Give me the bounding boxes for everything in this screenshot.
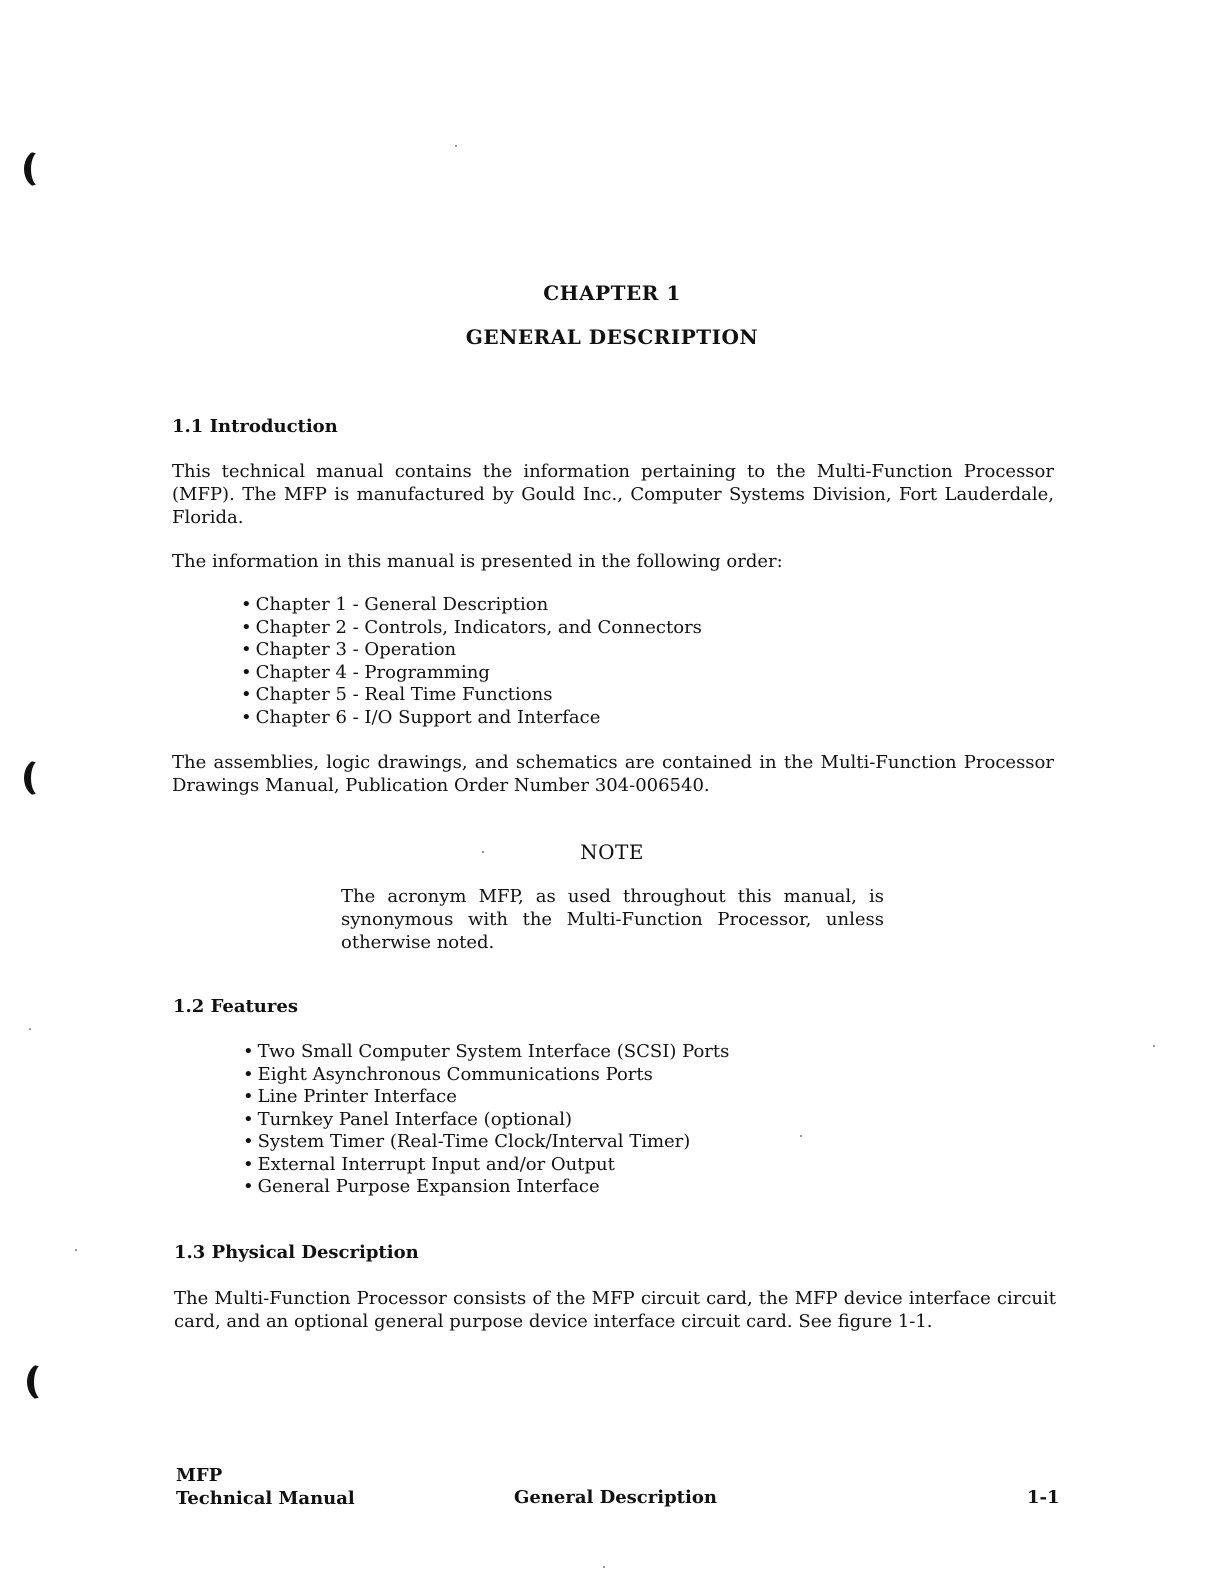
binder-hole-mark: [27, 1363, 57, 1401]
list-item: • Eight Asynchronous Communications Ports: [243, 1064, 729, 1087]
section-heading-physical-description: 1.3 Physical Description: [174, 1242, 419, 1263]
binder-hole-mark: [24, 759, 54, 797]
physical-paragraph: The Multi-Function Processor consists of the MFP circuit card, the MFP device interface circuit card, and an optional general purpose device interface circuit card. See figure 1-1.: [174, 1288, 1056, 1332]
section-heading-features: 1.2 Features: [173, 996, 298, 1017]
list-item: • Chapter 4 - Programming: [241, 662, 702, 685]
note-title: NOTE: [580, 840, 644, 864]
list-item: • Chapter 6 - I/O Support and Interface: [241, 707, 702, 730]
chapter-list: [241, 594, 702, 729]
scan-speck: [800, 1135, 802, 1137]
footer-manual-name: [176, 1464, 355, 1510]
scan-speck: [29, 1028, 31, 1030]
scan-speck: [603, 1566, 605, 1568]
scan-speck: [1153, 1045, 1155, 1047]
list-item: • System Timer (Real-Time Clock/Interval Timer): [243, 1131, 729, 1154]
page-number: 1-1: [1027, 1487, 1060, 1508]
list-item: • Chapter 2 - Controls, Indicators, and Connectors: [241, 617, 702, 640]
footer-doc-type: Technical Manual: [176, 1488, 355, 1509]
drawings-paragraph: The assemblies, logic drawings, and schematics are contained in the Multi-Function Processor Drawings Manual, Publication Order Number 304-006540.: [172, 752, 1054, 796]
note-text: The acronym MFP, as used throughout this manual, is synonymous with the Multi-Function Processor, unless otherwise noted.: [341, 886, 884, 953]
list-item: • Turnkey Panel Interface (optional): [243, 1109, 729, 1132]
footer-section-title: General Description: [514, 1487, 717, 1508]
list-item: • Two Small Computer System Interface (SCSI) Ports: [243, 1041, 729, 1064]
intro-order-paragraph: The information in this manual is presented in the following order:: [172, 551, 783, 572]
binder-hole-mark: [24, 150, 54, 188]
list-item: • Chapter 1 - General Description: [241, 594, 702, 617]
chapter-number: CHAPTER 1: [543, 281, 681, 305]
intro-paragraph: This technical manual contains the information pertaining to the Multi-Function Processor (MFP). The MFP is manufactured by Gould Inc., Computer Systems Division, Fort Lauderdale, Florida.: [172, 461, 1054, 528]
scan-speck: [75, 1249, 77, 1251]
section-heading-introduction: 1.1 Introduction: [172, 416, 338, 437]
list-item: • Chapter 5 - Real Time Functions: [241, 684, 702, 707]
list-item: • General Purpose Expansion Interface: [243, 1176, 729, 1199]
list-item: • Chapter 3 - Operation: [241, 639, 702, 662]
footer-product: MFP: [176, 1465, 223, 1486]
list-item: • Line Printer Interface: [243, 1086, 729, 1109]
list-item: • External Interrupt Input and/or Output: [243, 1154, 729, 1177]
scan-speck: [455, 145, 457, 147]
features-list: [243, 1041, 729, 1199]
chapter-title: GENERAL DESCRIPTION: [465, 325, 759, 349]
